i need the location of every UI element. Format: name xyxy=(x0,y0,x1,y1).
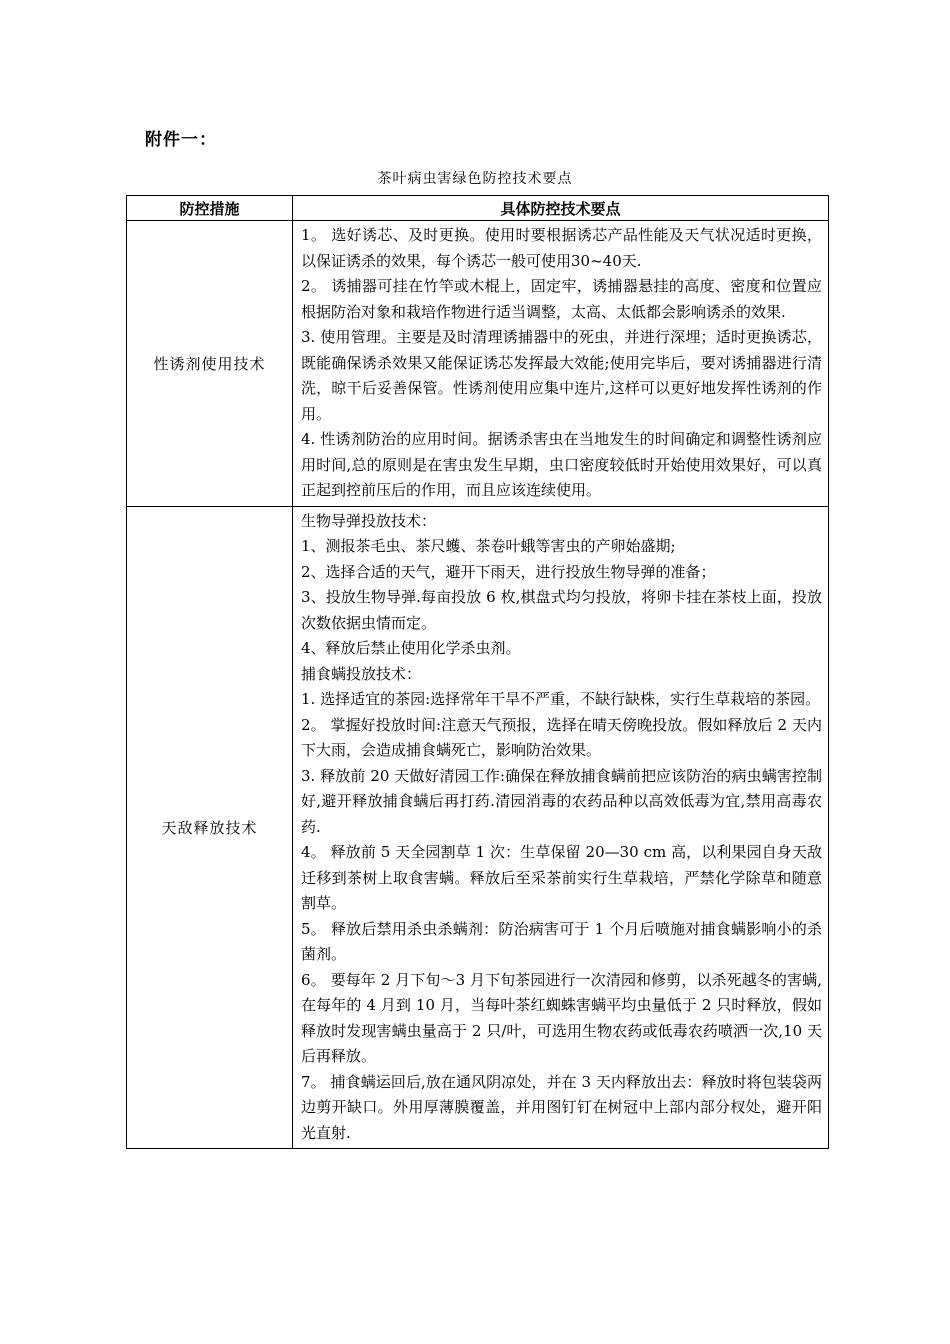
point-paragraph: 1、测报茶毛虫、茶尺蠖、茶卷叶蛾等害虫的产卵始盛期; xyxy=(301,537,676,555)
point-paragraph: 5。 释放后禁用杀虫杀螨剂：防治病害可于 1 个月后喷施对捕食螨影响小的杀菌剂。 xyxy=(301,919,822,963)
header-control-measure: 防控措施 xyxy=(127,196,293,221)
point-paragraph: 1。 选好诱芯、及时更换。使用时要根据诱芯产品性能及天气状况适时更换，以保证诱杀的效果，每个诱芯一般可使用30~40天. xyxy=(301,226,822,270)
point-paragraph: 2。 掌握好投放时间:注意天气预报，选择在晴天傍晚投放。假如释放后 2 天内下大雨，会造成捕食螨死亡，影响防治效果。 xyxy=(301,715,822,759)
table-header-row xyxy=(127,196,829,221)
points-cell-natural-enemy xyxy=(293,506,829,1149)
attachment-heading: 附件一： xyxy=(145,130,217,150)
point-paragraph: 2、选择合适的天气，避开下雨天，进行投放生物导弹的准备； xyxy=(301,562,716,581)
table-row xyxy=(127,506,829,1149)
point-paragraph: 4。 释放前 5 天全园割草 1 次：生草保留 20—30 cm 高，以利果园自身天敌迁移到茶树上取食害螨。释放后至采茶前实行生草栽培，严禁化学除草和随意割草。 xyxy=(301,843,822,912)
measure-cell-pheromone: 性诱剂使用技术 xyxy=(127,221,293,507)
point-paragraph: 6。 要每年 2 月下旬～3 月下旬茶园进行一次清园和修剪，以杀死越冬的害螨,在每年的 4 月到 10 月，当每叶茶红蜘蛛害螨平均虫量低于 2 只时释放，假如释放时发现害螨虫量高于 2 只/叶，可选用生物农药或低毒农药喷洒一次,10 天后再释放。 xyxy=(301,970,822,1065)
measure-cell-natural-enemy: 天敌释放技术 xyxy=(127,506,293,1149)
point-subheading: 捕食螨投放技术： xyxy=(301,664,422,683)
point-subheading: 生物导弹投放技术： xyxy=(301,511,437,530)
control-techniques-table xyxy=(126,195,829,1149)
point-paragraph: 2。 诱捕器可挂在竹竿或木棍上，固定牢，诱捕器悬挂的高度、密度和位置应根据防治对象和栽培作物进行适当调整，太高、太低都会影响诱杀的效果. xyxy=(301,277,822,321)
point-paragraph: 3. 使用管理。主要是及时清理诱捕器中的死虫，并进行深埋；适时更换诱芯，既能确保诱杀效果又能保证诱芯发挥最大效能;使用完毕后，要对诱捕器进行清洗，晾干后妥善保管。性诱剂使用应集中连片,这样可以更好地发挥性诱剂的作用。 xyxy=(301,328,822,423)
point-paragraph: 3、投放生物导弹.每亩投放 6 枚,棋盘式均匀投放，将卵卡挂在茶枝上面，投放次数依据虫情而定。 xyxy=(301,588,822,632)
points-cell-pheromone xyxy=(293,221,829,507)
header-technical-points: 具体防控技术要点 xyxy=(293,196,829,221)
point-paragraph: 3. 释放前 20 天做好清园工作:确保在释放捕食螨前把应该防治的病虫螨害控制好,避开释放捕食螨后再打药.清园消毒的农药品种以高效低毒为宜,禁用高毒农药. xyxy=(301,766,822,836)
point-paragraph: 4. 性诱剂防治的应用时间。据诱杀害虫在当地发生的时间确定和调整性诱剂应用时间,总的原则是在害虫发生早期，虫口密度较低时开始使用效果好，可以真正起到控前压后的作用，而且应该连续使用。 xyxy=(301,430,822,499)
point-paragraph: 4、释放后禁止使用化学杀虫剂。 xyxy=(301,639,521,657)
point-paragraph: 7。 捕食螨运回后,放在通风阴凉处，并在 3 天内释放出去：释放时将包装袋两边剪开缺口。外用厚薄膜覆盖，并用图钉钉在树冠中上部内部分杈处，避开阳光直射. xyxy=(301,1072,822,1142)
table-row xyxy=(127,221,829,507)
document-title: 茶叶病虫害绿色防控技术要点 xyxy=(377,171,573,187)
point-paragraph: 1. 选择适宜的茶园:选择常年干旱不严重，不缺行缺株，实行生草栽培的茶园。 xyxy=(301,690,821,708)
